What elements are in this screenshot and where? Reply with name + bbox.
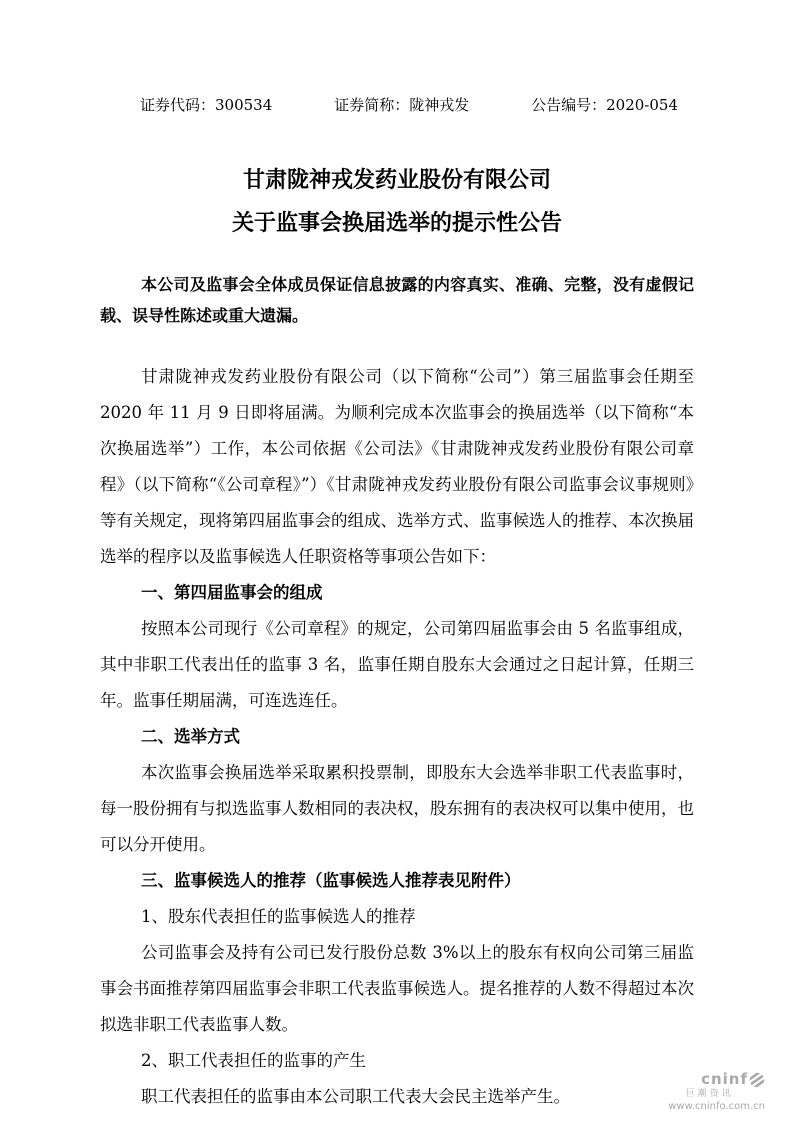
title-block xyxy=(100,159,694,245)
intro-paragraph: 甘肃陇神戎发药业股份有限公司（以下简称“公司”）第三届监事会任期至 2020 年 11 月 9 日即将届满。为顺利完成本次监事会的换届选举（以下简称“本次换届选举”）工作，本公司依据《公司法》《甘肃陇神戎发药业股份有限公司章程》（以下简称“《公司章程》”）《甘肃陇神戎发药业股份有限公司监事会议事规则》等有关规定，现将第四届监事会的组成、选举方式、监事候选人的推荐、本次换届选举的程序以及监事候选人任职资格等事项公告如下： xyxy=(100,367,694,566)
body-paragraph: 职工代表担任的监事由本公司职工代表大会民主选举产生。 xyxy=(141,1087,570,1106)
body-paragraph: 本次监事会换届选举采取累积投票制，即股东大会选举非职工代表监事时，每一股份拥有与拟选监事人数相同的表决权，股东拥有的表决权可以集中使用，也可以分开使用。 xyxy=(100,763,694,854)
body-paragraph: 公司监事会及持有公司已发行股份总数 3%以上的股东有权向公司第三届监事会书面推荐第四届监事会非职工代表监事候选人。提名推荐的人数不得超过本次拟选非职工代表监事人数。 xyxy=(100,943,694,1034)
announcement-number: 公告编号：2020-054 xyxy=(531,96,678,114)
stock-code: 证券代码：300534 xyxy=(140,96,273,114)
cninfo-url: www.cninfo.com.cn xyxy=(668,1100,765,1112)
cninfo-brand-text: cninf xyxy=(701,1069,748,1088)
document-header xyxy=(100,95,694,115)
disclaimer-paragraph: 本公司及监事会全体成员保证信息披露的内容真实、准确、完整，没有虚假记载、误导性陈述或重大遗漏。 xyxy=(100,275,694,325)
subitem-1: 1、股东代表担任的监事候选人的推荐 xyxy=(141,907,416,926)
cninfo-swirl-icon xyxy=(749,1072,765,1088)
cninfo-logo xyxy=(668,1071,765,1112)
cninfo-chinese-name: 巨潮资讯 xyxy=(685,1089,734,1100)
stock-abbr: 证券简称：陇神戎发 xyxy=(334,96,470,114)
subitem-2: 2、职工代表担任的监事的产生 xyxy=(141,1051,366,1070)
announcement-title: 关于监事会换届选举的提示性公告 xyxy=(231,211,562,236)
section-heading-1: 一、第四届监事会的组成 xyxy=(141,583,323,602)
document-body xyxy=(100,359,694,1115)
cninfo-brand-row xyxy=(668,1071,765,1088)
company-name-title: 甘肃陇神戎发药业股份有限公司 xyxy=(242,168,551,193)
section-heading-3: 三、监事候选人的推荐（监事候选人推荐表见附件） xyxy=(141,871,521,890)
body-paragraph: 按照本公司现行《公司章程》的规定，公司第四届监事会由 5 名监事组成，其中非职工代表出任的监事 3 名，监事任期自股东大会通过之日起计算，任期三年。监事任期届满，可连选连任。 xyxy=(100,619,694,710)
section-heading-2: 二、选举方式 xyxy=(141,727,240,746)
